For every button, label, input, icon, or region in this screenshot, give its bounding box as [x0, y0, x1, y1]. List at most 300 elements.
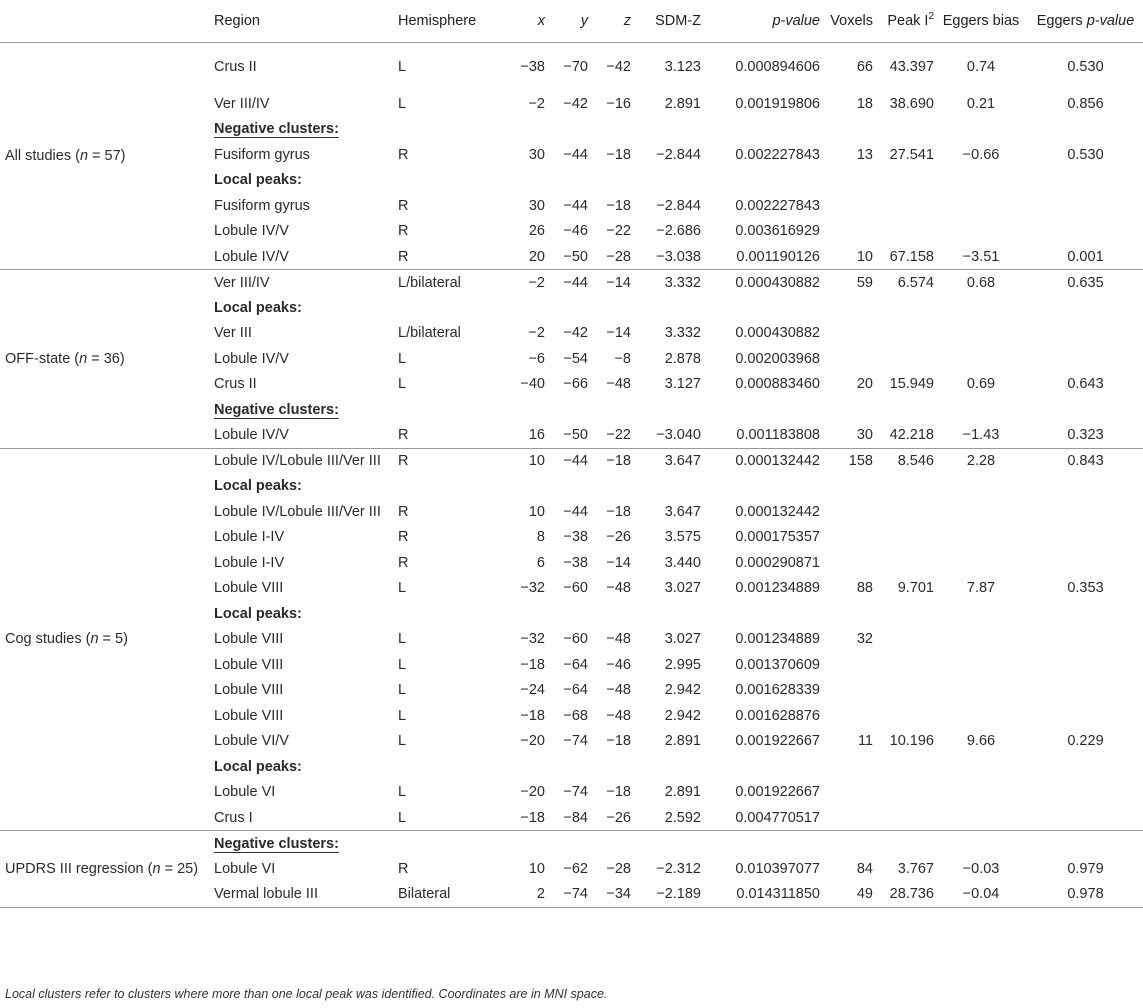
sdmz-cell: 2.891 [664, 733, 701, 750]
header-sdmz: SDM-Z [631, 0, 701, 42]
sdmz-cell: 2.878 [664, 350, 701, 367]
peak-cell [873, 550, 934, 576]
sdmz-cell: −3.040 [656, 427, 701, 443]
section-label: Negative clusters: [214, 121, 339, 138]
sdmz-cell: 2.891 [664, 95, 701, 112]
pvalue-cell: 0.014311850 [736, 886, 820, 902]
hemisphere-cell: L [398, 95, 407, 112]
pvalue-cell: 0.002227843 [735, 146, 820, 163]
z-cell: −18 [606, 146, 631, 163]
voxels-cell [820, 780, 873, 806]
x-cell: −2 [528, 95, 545, 112]
section-label: Negative clusters: [214, 835, 339, 852]
region-cell: Lobule VIII [214, 580, 284, 597]
hemisphere-cell: R [398, 453, 409, 469]
region-cell: Ver III/IV [214, 274, 270, 291]
hemisphere-cell: L [398, 682, 407, 699]
peak-cell: 6.574 [897, 274, 934, 291]
header-peak-label: Peak I [887, 12, 929, 29]
eggers-p-cell [1028, 780, 1143, 806]
eggers-bias-cell: −0.66 [962, 146, 1000, 163]
y-cell: −74 [563, 733, 588, 750]
section-row [0, 831, 1143, 857]
pvalue-cell: 0.003616929 [735, 223, 820, 240]
hemisphere-cell: L [398, 707, 407, 724]
hemisphere-cell: L [398, 784, 407, 801]
header-x [497, 0, 545, 42]
eggers-bias-cell: −1.43 [962, 427, 1000, 443]
eggers-p-cell [1028, 805, 1143, 831]
sdmz-cell: 2.891 [664, 784, 701, 801]
eggers-p-cell [1028, 499, 1143, 525]
x-cell: 10 [528, 453, 545, 469]
x-cell: −38 [520, 58, 545, 75]
peak-cell [873, 678, 934, 704]
region-cell: Crus II [214, 58, 257, 75]
x-cell: −6 [528, 350, 545, 367]
eggers-bias-cell: 7.87 [966, 580, 996, 597]
z-cell: −48 [606, 682, 631, 699]
peak-cell: 38.690 [889, 95, 934, 112]
voxels-cell [820, 346, 873, 372]
x-cell: −40 [520, 376, 545, 393]
y-cell: −74 [563, 784, 588, 801]
region-cell: Fusiform gyrus [214, 197, 310, 214]
peak-cell: 8.546 [897, 453, 934, 469]
voxels-cell: 13 [856, 146, 873, 163]
table-row [0, 448, 1143, 474]
table-row [0, 42, 1143, 91]
eggers-bias-cell: 0.74 [966, 58, 996, 75]
eggers-bias-cell: −0.04 [962, 886, 1000, 902]
hemisphere-cell: Bilateral [398, 886, 451, 902]
peak-cell [873, 805, 934, 831]
eggers-bias-cell: 9.66 [966, 733, 996, 750]
x-cell: −18 [520, 707, 545, 724]
eggers-p-cell [1028, 627, 1143, 653]
y-cell: −70 [563, 58, 588, 75]
peak-cell [873, 627, 934, 653]
voxels-cell [820, 678, 873, 704]
pvalue-cell: 0.001922667 [735, 733, 820, 750]
peak-cell: 28.736 [889, 886, 934, 902]
eggers-bias-cell [934, 780, 1028, 806]
sdmz-cell: 2.942 [664, 682, 701, 699]
header-pvalue [701, 0, 820, 42]
group-label [0, 42, 209, 270]
hemisphere-cell: R [398, 529, 409, 546]
eggers-bias-cell [934, 499, 1028, 525]
z-cell: −48 [606, 376, 631, 393]
pvalue-cell: 0.000430882 [735, 325, 820, 342]
pvalue-cell: 0.001370609 [735, 656, 820, 673]
eggers-bias-cell [934, 550, 1028, 576]
x-cell: 8 [536, 529, 545, 546]
hemisphere-cell: L [398, 733, 407, 750]
region-cell: Lobule I-IV [214, 529, 285, 546]
sdmz-cell: 3.647 [664, 503, 701, 520]
eggers-p-cell: 0.978 [1067, 886, 1104, 902]
header-eggers-p [1028, 0, 1143, 42]
y-cell: −42 [563, 95, 588, 112]
z-cell: −48 [606, 707, 631, 724]
voxels-cell [820, 219, 873, 245]
y-cell: −38 [563, 529, 588, 546]
peak-cell [873, 499, 934, 525]
x-cell: −20 [520, 784, 545, 801]
voxels-cell: 11 [857, 733, 873, 750]
y-cell: −44 [563, 274, 588, 291]
sdmz-cell: −2.312 [656, 860, 701, 877]
y-cell: −44 [563, 146, 588, 163]
y-cell: −44 [563, 197, 588, 214]
sdmz-cell: 3.332 [664, 325, 701, 342]
region-cell: Lobule IV/V [214, 223, 289, 240]
voxels-cell: 49 [856, 886, 873, 902]
section-label-cell [209, 168, 1143, 194]
eggers-bias-cell: 2.28 [966, 453, 996, 469]
voxels-cell: 20 [856, 376, 873, 393]
sdmz-cell: −2.844 [656, 197, 701, 214]
eggers-p-cell [1028, 525, 1143, 551]
group-label [0, 270, 209, 449]
sdmz-cell: −2.844 [656, 146, 701, 163]
table-body [0, 42, 1143, 907]
z-cell: −14 [606, 554, 631, 571]
group-label-post: = 25) [160, 860, 199, 877]
z-cell: −18 [606, 197, 631, 214]
z-cell: −26 [606, 809, 631, 826]
x-cell: −18 [520, 656, 545, 673]
eggers-bias-cell [934, 703, 1028, 729]
peak-cell [873, 193, 934, 219]
pvalue-cell: 0.001190126 [736, 248, 820, 265]
hemisphere-cell: L [398, 376, 407, 393]
y-cell: −68 [563, 707, 588, 724]
peak-cell: 67.158 [889, 248, 934, 265]
z-cell: −18 [606, 503, 631, 520]
z-cell: −46 [606, 656, 631, 673]
z-cell: −14 [606, 274, 631, 291]
x-cell: −20 [520, 733, 545, 750]
table-header [0, 0, 1143, 42]
hemisphere-cell: R [398, 503, 409, 520]
voxels-cell [820, 499, 873, 525]
z-cell: −14 [606, 325, 631, 342]
x-cell: 30 [528, 197, 545, 214]
region-cell: Lobule IV/V [214, 427, 289, 443]
region-cell: Lobule VIII [214, 656, 284, 673]
z-cell: −22 [606, 223, 631, 240]
eggers-p-cell: 0.530 [1067, 146, 1104, 163]
y-cell: −84 [563, 809, 588, 826]
hemisphere-cell: L [398, 58, 407, 75]
voxels-cell: 84 [856, 860, 873, 877]
section-label-cell [209, 601, 1143, 627]
region-cell: Lobule VIII [214, 682, 284, 699]
peak-cell [873, 346, 934, 372]
eggers-bias-cell [934, 805, 1028, 831]
pvalue-cell: 0.010397077 [735, 860, 820, 877]
region-cell: Ver III [214, 325, 252, 342]
y-cell: −44 [563, 453, 588, 469]
y-cell: −60 [563, 580, 588, 597]
pvalue-cell: 0.004770517 [735, 809, 820, 826]
pvalue-cell: 0.001234889 [735, 580, 820, 597]
group-label-pre: All studies ( [5, 147, 80, 164]
x-cell: −24 [520, 682, 545, 699]
z-cell: −28 [606, 248, 631, 265]
pvalue-cell: 0.000430882 [735, 274, 820, 291]
header-x-label: x [537, 12, 545, 29]
voxels-cell [820, 193, 873, 219]
pvalue-cell: 0.002003968 [735, 350, 820, 367]
pvalue-cell: 0.002227843 [735, 197, 820, 214]
group-label-post: = 57) [88, 147, 126, 164]
peak-cell: 10.196 [889, 733, 934, 750]
sdmz-cell: 3.127 [664, 376, 701, 393]
header-z [588, 0, 631, 42]
y-cell: −44 [563, 503, 588, 520]
voxels-cell: 66 [856, 58, 873, 75]
pvalue-cell: 0.001628876 [735, 707, 820, 724]
pvalue-cell: 0.001919806 [735, 95, 820, 112]
region-cell: Lobule VI [214, 860, 276, 877]
section-label: Local peaks: [214, 299, 302, 316]
z-cell: −18 [606, 733, 631, 750]
x-cell: 26 [528, 223, 545, 240]
section-label-cell [209, 397, 1143, 423]
z-cell: −48 [606, 631, 631, 648]
pvalue-cell: 0.001922667 [735, 784, 820, 801]
z-cell: −22 [606, 427, 631, 443]
sdmz-cell: 3.332 [664, 274, 701, 291]
section-label-cell [209, 831, 1143, 857]
pvalue-cell: 0.000132442 [735, 503, 820, 520]
hemisphere-cell: L [398, 350, 407, 367]
x-cell: 30 [528, 146, 545, 163]
hemisphere-cell: L [398, 580, 407, 597]
z-cell: −34 [606, 886, 631, 902]
pvalue-cell: 0.000290871 [735, 554, 820, 571]
hemisphere-cell: R [398, 223, 409, 240]
sdmz-cell: −3.038 [656, 248, 701, 265]
section-label: Local peaks: [214, 172, 302, 189]
region-cell: Ver III/IV [214, 95, 270, 112]
x-cell: 10 [528, 860, 545, 877]
section-label: Negative clusters: [214, 401, 339, 418]
y-cell: −50 [563, 427, 588, 443]
section-label-cell [209, 117, 1143, 143]
eggers-bias-cell: 0.69 [966, 376, 996, 393]
eggers-p-cell [1028, 219, 1143, 245]
eggers-p-cell: 0.323 [1067, 427, 1104, 443]
region-cell: Lobule IV/Lobule III/Ver III [214, 453, 381, 469]
table-row [0, 270, 1143, 296]
y-cell: −50 [563, 248, 588, 265]
group-label-pre: Cog studies ( [5, 631, 91, 648]
voxels-cell [820, 550, 873, 576]
group-label [0, 448, 209, 831]
voxels-cell [820, 703, 873, 729]
x-cell: 10 [528, 503, 545, 520]
z-cell: −26 [606, 529, 631, 546]
z-cell: −42 [606, 58, 631, 75]
group-label [0, 831, 209, 908]
eggers-p-cell: 0.001 [1067, 248, 1104, 265]
region-cell: Lobule I-IV [214, 554, 285, 571]
peak-cell: 15.949 [889, 376, 934, 393]
eggers-p-cell [1028, 346, 1143, 372]
eggers-p-cell: 0.843 [1067, 453, 1104, 469]
region-cell: Lobule VI/V [214, 733, 289, 750]
peak-cell: 43.397 [889, 58, 934, 75]
voxels-cell: 59 [856, 274, 873, 291]
voxels-cell: 10 [856, 248, 873, 265]
pvalue-cell: 0.001628339 [735, 682, 820, 699]
region-cell: Lobule IV/V [214, 350, 289, 367]
y-cell: −60 [563, 631, 588, 648]
region-cell: Crus I [214, 809, 253, 826]
eggers-p-cell [1028, 193, 1143, 219]
pvalue-cell: 0.000175357 [735, 529, 820, 546]
section-label-cell [209, 474, 1143, 500]
x-cell: −18 [520, 809, 545, 826]
eggers-p-cell: 0.979 [1067, 860, 1104, 877]
z-cell: −48 [606, 580, 631, 597]
z-cell: −18 [606, 453, 631, 469]
group-label-n: n [90, 631, 99, 648]
section-label: Local peaks: [214, 605, 302, 622]
region-cell: Vermal lobule III [214, 886, 318, 902]
voxels-cell: 32 [856, 631, 873, 648]
header-group [0, 0, 209, 42]
peak-cell [873, 780, 934, 806]
group-label-n: n [79, 147, 89, 164]
section-label-cell [209, 754, 1143, 780]
eggers-p-cell: 0.635 [1067, 274, 1104, 291]
hemisphere-cell: L/bilateral [398, 325, 461, 342]
sdmz-cell: −2.686 [656, 223, 701, 240]
z-cell: −16 [606, 95, 631, 112]
group-label-n: n [152, 860, 161, 877]
sdmz-cell: 2.995 [664, 656, 701, 673]
pvalue-cell: 0.000883460 [735, 376, 820, 393]
hemisphere-cell: R [398, 860, 409, 877]
header-hemisphere: Hemisphere [392, 0, 497, 42]
sdmz-cell: 3.027 [664, 580, 701, 597]
z-cell: −18 [606, 784, 631, 801]
voxels-cell: 88 [856, 580, 873, 597]
eggers-bias-cell [934, 525, 1028, 551]
y-cell: −42 [563, 325, 588, 342]
group-label-pre: UPDRS III regression ( [5, 860, 153, 877]
hemisphere-cell: R [398, 427, 409, 443]
voxels-cell: 30 [856, 427, 873, 443]
y-cell: −74 [563, 886, 588, 902]
header-region: Region [209, 0, 392, 42]
peak-cell [873, 652, 934, 678]
x-cell: −32 [520, 631, 545, 648]
hemisphere-cell: L [398, 809, 407, 826]
eggers-bias-cell [934, 219, 1028, 245]
header-eggers-bias: Eggers bias [934, 0, 1028, 42]
voxels-cell: 18 [856, 95, 873, 112]
eggers-bias-cell: 0.68 [966, 274, 996, 291]
eggers-p-cell [1028, 321, 1143, 347]
eggers-bias-cell: 0.21 [966, 95, 996, 112]
hemisphere-cell: R [398, 248, 409, 265]
sdmz-cell: 3.440 [664, 554, 701, 571]
z-cell: −28 [606, 860, 631, 877]
z-cell: −8 [614, 350, 631, 367]
eggers-bias-cell: −3.51 [962, 248, 1000, 265]
voxels-cell [820, 652, 873, 678]
region-cell: Lobule VIII [214, 707, 284, 724]
eggers-bias-cell [934, 321, 1028, 347]
eggers-bias-cell [934, 346, 1028, 372]
header-row [0, 0, 1143, 42]
peak-cell: 42.218 [889, 427, 934, 443]
hemisphere-cell: R [398, 197, 409, 214]
eggers-bias-cell [934, 678, 1028, 704]
sdmz-cell: 3.027 [664, 631, 701, 648]
y-cell: −62 [563, 860, 588, 877]
pvalue-cell: 0.001234889 [735, 631, 820, 648]
region-cell: Crus II [214, 376, 257, 393]
table-footnote: Local clusters refer to clusters where more than one local peak was identified. Coordinates are in MNI space. [5, 987, 608, 1001]
region-cell: Lobule IV/Lobule III/Ver III [214, 503, 381, 520]
pvalue-cell: 0.000894606 [735, 58, 820, 75]
header-eggers-p-ital: p-value [1086, 12, 1135, 29]
sdmz-cell: 3.575 [664, 529, 701, 546]
header-voxels: Voxels [820, 0, 873, 42]
sdmz-cell: 2.592 [664, 809, 701, 826]
hemisphere-cell: L/bilateral [398, 274, 461, 291]
group-label-post: = 5) [98, 631, 128, 648]
eggers-bias-cell [934, 627, 1028, 653]
group-label-pre: OFF-state ( [5, 350, 80, 367]
x-cell: 20 [528, 248, 545, 265]
hemisphere-cell: L [398, 656, 407, 673]
eggers-p-cell [1028, 678, 1143, 704]
header-y-label: y [580, 12, 588, 29]
region-cell: Lobule VIII [214, 631, 284, 648]
section-label: Local peaks: [214, 478, 302, 495]
x-cell: −2 [528, 325, 545, 342]
header-peak-sup: 2 [928, 10, 934, 22]
eggers-bias-cell: −0.03 [962, 860, 1000, 877]
x-cell: 6 [536, 554, 545, 571]
peak-cell: 27.541 [889, 146, 934, 163]
y-cell: −46 [563, 223, 588, 240]
voxels-cell [820, 805, 873, 831]
header-z-label: z [623, 12, 631, 29]
section-label-cell [209, 295, 1143, 321]
peak-cell: 3.767 [897, 860, 934, 877]
region-cell: Lobule VI [214, 784, 276, 801]
peak-cell [873, 219, 934, 245]
y-cell: −66 [563, 376, 588, 393]
y-cell: −54 [563, 350, 588, 367]
x-cell: −32 [520, 580, 545, 597]
peak-cell [873, 321, 934, 347]
voxels-cell [820, 321, 873, 347]
x-cell: 2 [536, 886, 545, 902]
group-label-n: n [79, 350, 88, 367]
header-peak [873, 0, 934, 42]
region-cell: Fusiform gyrus [214, 146, 310, 163]
